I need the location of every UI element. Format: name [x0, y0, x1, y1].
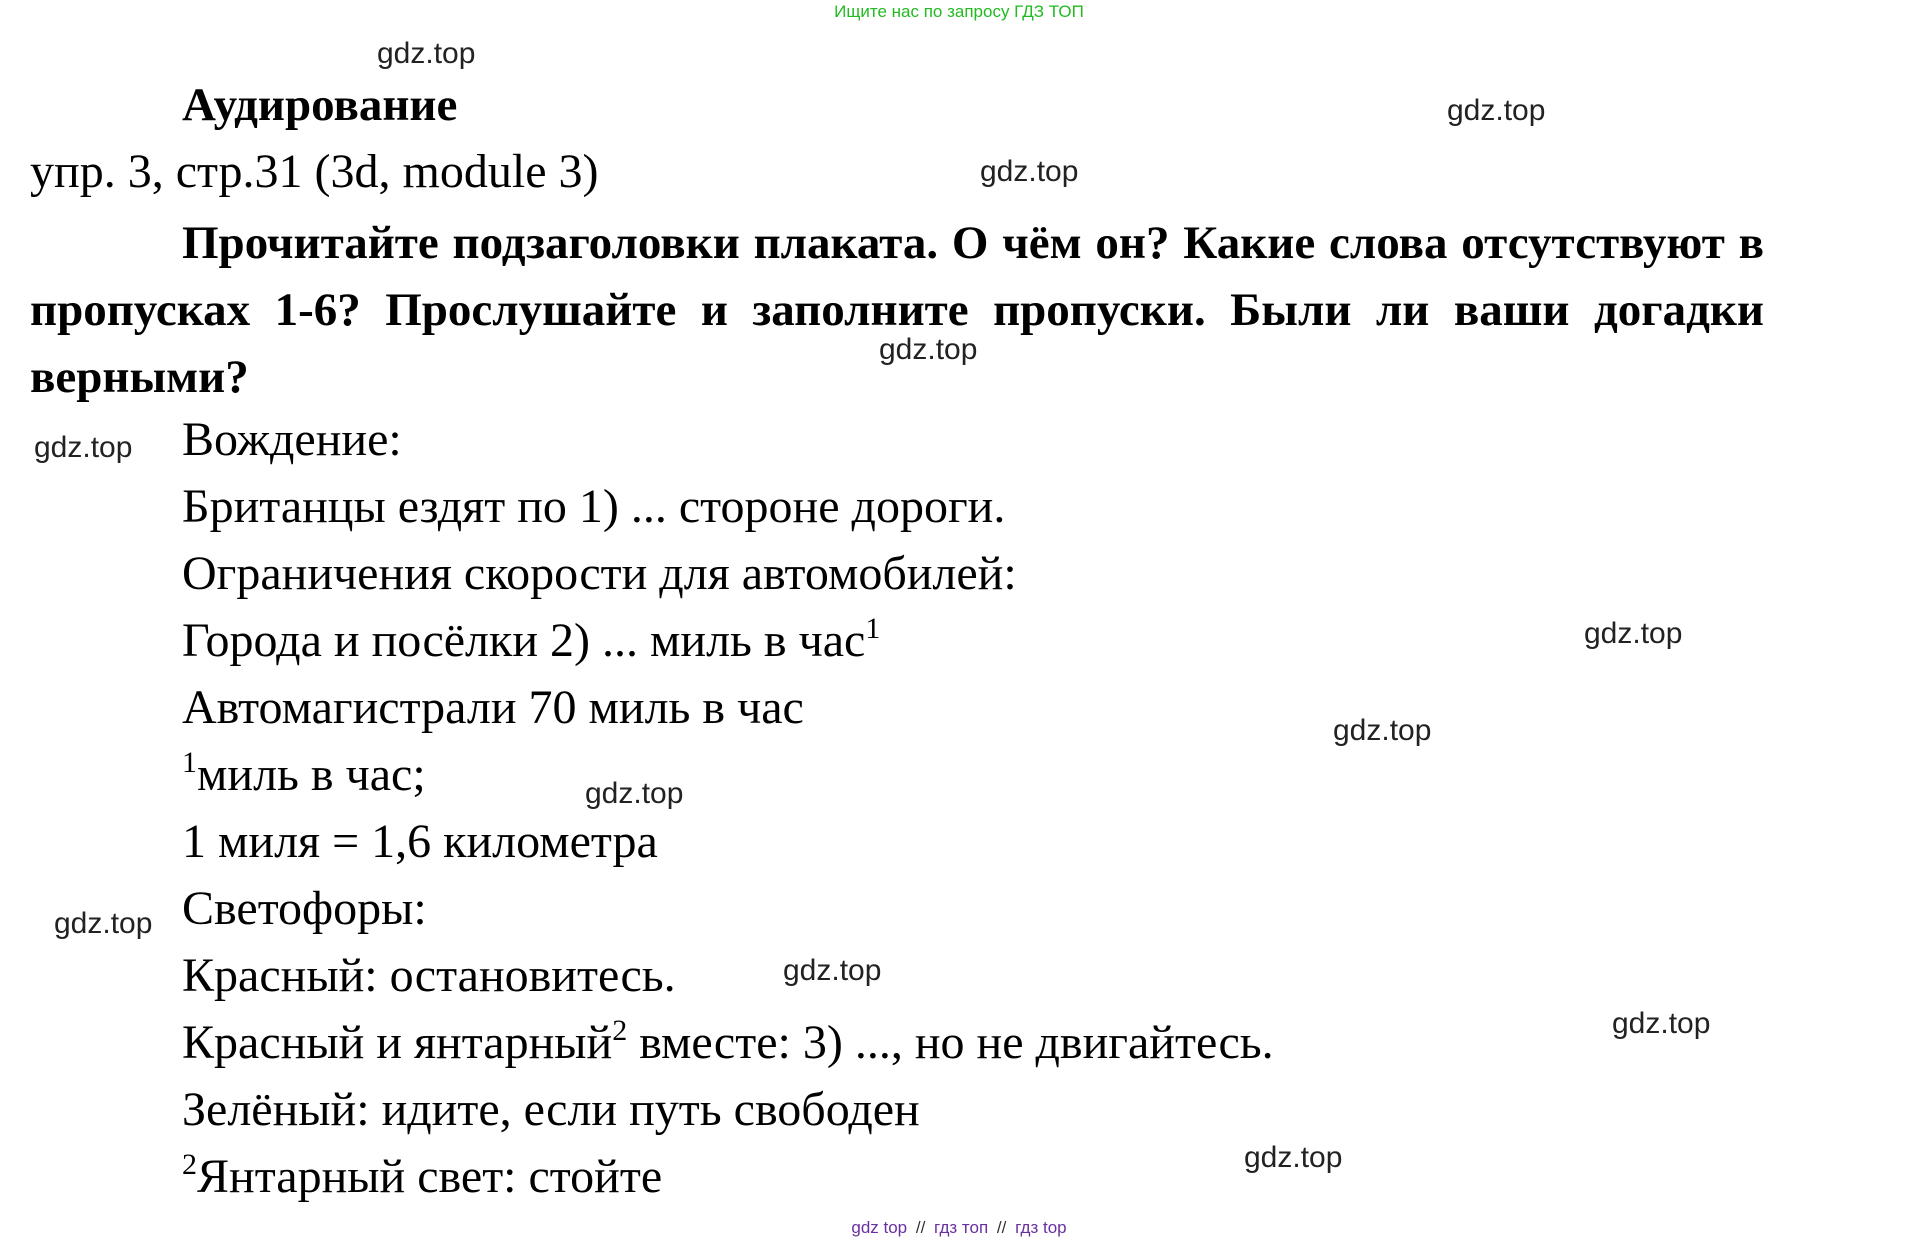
footnote-marker: 2 [182, 1148, 197, 1181]
line-speed-limits: Ограничения скорости для автомобилей: [182, 547, 1017, 600]
watermark: gdz.top [980, 155, 1079, 188]
line-mile-km: 1 миля = 1,6 километра [182, 815, 658, 868]
watermark: gdz.top [1333, 714, 1432, 747]
line-footnote-amber [182, 1149, 662, 1204]
watermark: gdz.top [585, 777, 684, 810]
footer-link[interactable]: гдз топ [934, 1218, 989, 1237]
line-motorways: Автомагистрали 70 миль в час [182, 681, 804, 734]
line-british-drive: Британцы ездят по 1) ... стороне дороги. [182, 480, 1006, 533]
line-footnote-mph [182, 747, 426, 802]
line-red: Красный: остановитесь. [182, 949, 676, 1002]
top-banner [0, 2, 1918, 22]
footer-separator: // [996, 1218, 1007, 1237]
footer-separator: // [915, 1218, 926, 1237]
footnote-marker: 1 [865, 612, 881, 645]
watermark: gdz.top [377, 37, 476, 70]
watermark: gdz.top [54, 907, 153, 940]
watermark: gdz.top [1447, 94, 1546, 127]
line-traffic-lights-title: Светофоры: [182, 882, 427, 935]
footer-links [0, 1218, 1918, 1238]
line-towns [182, 613, 880, 668]
line-green: Зелёный: идите, если путь свободен [182, 1083, 920, 1136]
watermark: gdz.top [783, 954, 882, 987]
footnote-marker: 2 [612, 1014, 628, 1047]
towns-text: Города и посёлки 2) ... миль в час [182, 614, 866, 667]
red-amber-text-a: Красный и янтарный [182, 1016, 613, 1069]
footnote-marker: 1 [182, 746, 197, 779]
line-driving-title: Вождение: [182, 413, 402, 466]
watermark: gdz.top [34, 431, 133, 464]
footer-link[interactable]: гдз top [1015, 1218, 1067, 1237]
line-red-amber [182, 1015, 1274, 1070]
watermark: gdz.top [1584, 617, 1683, 650]
footnote-amber-text: Янтарный свет: стойте [197, 1150, 663, 1203]
banner-text: Ищите нас по запросу ГДЗ ТОП [834, 2, 1084, 21]
watermark: gdz.top [1244, 1141, 1343, 1174]
footnote-mph-text: миль в час; [197, 748, 426, 801]
exercise-reference: упр. 3, стр.31 (3d, module 3) [30, 145, 599, 198]
red-amber-text-b: вместе: 3) ..., но не двигайтесь. [627, 1016, 1274, 1069]
instruction-text: Прочитайте подзаголовки плаката. О чём он? Какие слова отсутствуют в пропусках 1-6? Прослушайте и заполните пропуски. Были ли ваши догадки верными? [30, 217, 1764, 403]
watermark: gdz.top [879, 333, 978, 366]
watermark: gdz.top [1612, 1007, 1711, 1040]
section-heading: Аудирование [182, 79, 458, 131]
footer-link[interactable]: gdz top [851, 1218, 908, 1237]
